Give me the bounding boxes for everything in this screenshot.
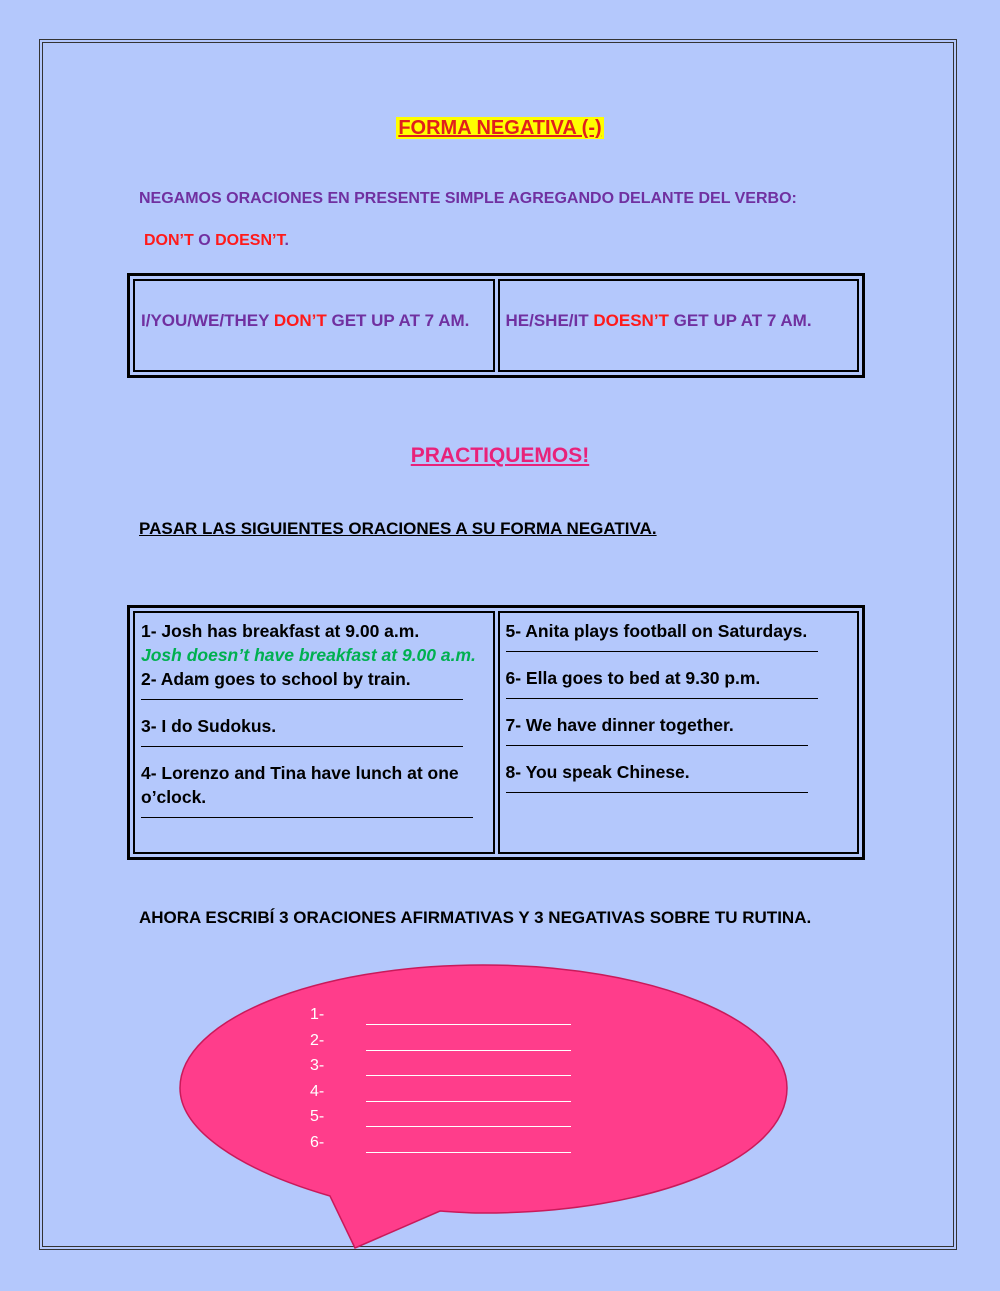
bubble-line-blank[interactable] xyxy=(366,1126,571,1127)
bubble-line-number: 1- xyxy=(310,1006,325,1023)
bubble-line-number: 2- xyxy=(310,1031,325,1049)
exercise-3: 3- I do Sudokus. xyxy=(141,716,277,736)
bubble-line-blank[interactable] xyxy=(366,1152,571,1153)
exercise-6: 6- Ella goes to bed at 9.30 p.m. xyxy=(505,668,761,688)
exercise-5: 5- Anita plays football on Saturdays. xyxy=(505,621,808,641)
keyword-dont: DON’T xyxy=(144,232,194,249)
bubble-line-blank[interactable] xyxy=(366,1024,571,1025)
intro-line: NEGAMOS ORACIONES EN PRESENTE SIMPLE AGREGANDO DELANTE DEL VERBO: xyxy=(139,190,797,207)
bubble-line-blank[interactable] xyxy=(366,1050,571,1051)
exercise-8: 8- You speak Chinese. xyxy=(505,762,690,782)
bubble-line-number: 5- xyxy=(310,1108,325,1125)
exercise-instruction: PASAR LAS SIGUIENTES ORACIONES A SU FORMA NEGATIVA. xyxy=(139,519,657,538)
bubble-line-number: 4- xyxy=(310,1082,325,1100)
page-title: FORMA NEGATIVA (-) xyxy=(398,117,602,139)
exercise-7: 7- We have dinner together. xyxy=(505,715,734,735)
bubble-line-number: 3- xyxy=(310,1057,325,1074)
bubble-line-blank[interactable] xyxy=(366,1101,571,1102)
bubble-line-number: 6- xyxy=(310,1133,325,1151)
final-instruction: AHORA ESCRIBÍ 3 ORACIONES AFIRMATIVAS Y 3 NEGATIVAS SOBRE TU RUTINA. xyxy=(139,908,812,927)
keyword-doesnt: DOESN’T xyxy=(215,232,285,249)
keyword-dot: . xyxy=(284,232,289,249)
exercise-2: 2- Adam goes to school by train. xyxy=(141,669,411,689)
speech-bubble-shape xyxy=(180,965,787,1248)
exercise-1: 1- Josh has breakfast at 9.00 a.m. xyxy=(141,621,420,641)
keyword-or: O xyxy=(193,232,216,249)
bubble-line-blank[interactable] xyxy=(366,1075,571,1076)
exercise-4: 4- Lorenzo and Tina have lunch at one o’clock. xyxy=(141,763,459,807)
rule-cell-plural: I/YOU/WE/THEY DON’T GET UP AT 7 AM. xyxy=(133,279,495,372)
exercise-1-answer: Josh doesn’t have breakfast at 9.00 a.m. xyxy=(141,645,476,665)
practice-title: PRACTIQUEMOS! xyxy=(410,444,590,467)
rule-cell-singular: HE/SHE/IT DOESN’T GET UP AT 7 AM. xyxy=(498,279,860,372)
